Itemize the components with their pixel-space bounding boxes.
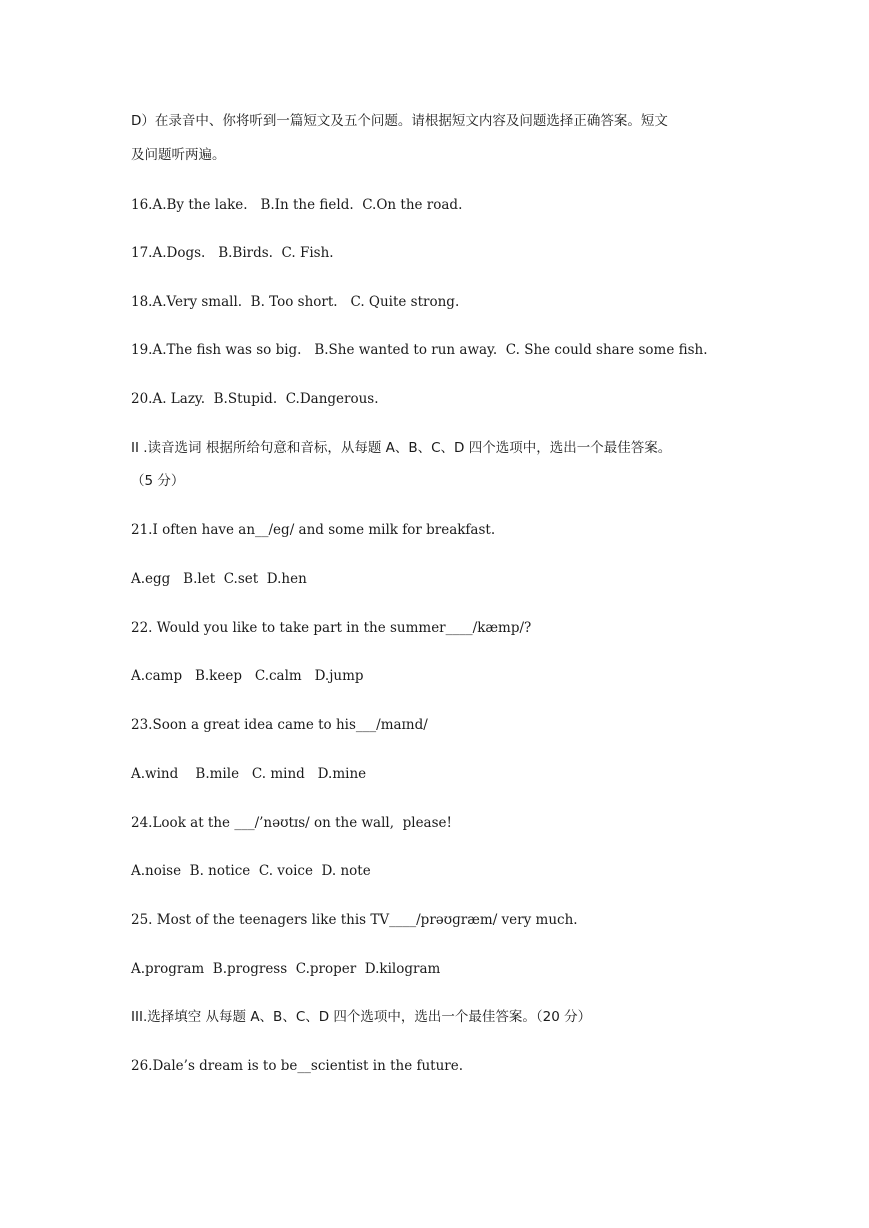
section-ii-score: （5 分）	[131, 473, 185, 489]
question-16-options: 16.A.By the lake. B.In the field. C.On the road.	[131, 197, 463, 213]
question-23-options: A.wind B.mile C. mind D.mine	[131, 766, 367, 782]
question-20-options: 20.A. Lazy. B.Stupid. C.Dangerous.	[131, 391, 379, 407]
question-21-options: A.egg B.let C.set D.hen	[131, 571, 307, 587]
question-19-options: 19.A.The fish was so big. B.She wanted to run away. C. She could share some fish.	[131, 342, 708, 358]
section-iii-heading: III.选择填空 从每题 A、B、C、D 四个选项中，选出一个最佳答案。（20 分）	[131, 1009, 592, 1025]
question-21-stem: 21.I often have an__/eg/ and some milk for breakfast.	[131, 522, 496, 538]
question-24-options: A.noise B. notice C. voice D. note	[131, 863, 371, 879]
section-ii-heading: II .读音选词 根据所给句意和音标，从每题 A、B、C、D 四个选项中，选出一个最佳答案。	[131, 440, 672, 456]
section-d-instruction-line-1: D）在录音中、你将听到一篇短文及五个问题。请根据短文内容及问题选择正确答案。短文	[131, 113, 668, 129]
question-26-stem: 26.Dale’s dream is to be__scientist in the future.	[131, 1058, 464, 1074]
question-25-options: A.program B.progress C.proper D.kilogram	[131, 961, 441, 977]
question-25-stem: 25. Most of the teenagers like this TV____/prəʊɡræm/ very much.	[131, 912, 578, 928]
question-17-options: 17.A.Dogs. B.Birds. C. Fish.	[131, 245, 334, 261]
question-22-options: A.camp B.keep C.calm D.jump	[131, 668, 364, 684]
question-18-options: 18.A.Very small. B. Too short. C. Quite strong.	[131, 294, 460, 310]
question-22-stem: 22. Would you like to take part in the summer____/kæmp/?	[131, 620, 532, 636]
question-23-stem: 23.Soon a great idea came to his___/maɪnd/	[131, 717, 428, 733]
section-d-instruction-line-2: 及问题听两遍。	[131, 147, 226, 163]
question-24-stem: 24.Look at the ___/’nəʊtɪs/ on the wall, please!	[131, 815, 452, 831]
